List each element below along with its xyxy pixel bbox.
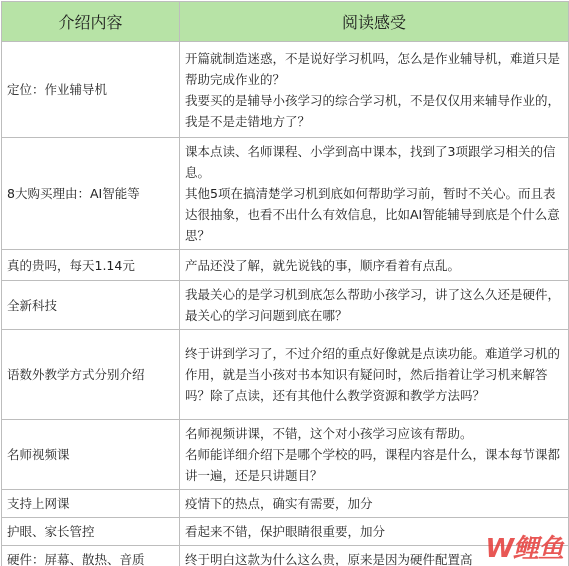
header-impression: 阅读感受 bbox=[180, 2, 569, 42]
comment-text: 我最关心的是学习机到底怎么帮助小孩学习，讲了这么久还是硬件，最关心的学习问题到底在哪？ bbox=[185, 287, 561, 323]
topic-text: 护眼、家长管控 bbox=[7, 524, 95, 539]
topic-cell bbox=[2, 250, 180, 281]
table-row bbox=[2, 138, 569, 250]
watermark bbox=[485, 528, 563, 565]
table-row bbox=[2, 490, 569, 518]
topic-text: 语数外教学方式分别介绍 bbox=[7, 367, 145, 382]
comment-cell bbox=[180, 420, 569, 490]
comment-cell bbox=[180, 281, 569, 330]
table-row bbox=[2, 250, 569, 281]
comment-text: 课本点读、名师课程、小学到高中课本，找到了3项跟学习相关的信息。 bbox=[185, 144, 556, 180]
comment-cell bbox=[180, 330, 569, 420]
comment-text: 我要买的是辅导小孩学习的综合学习机，不是仅仅用来辅导作业的，我是不是走错地方了？ bbox=[185, 92, 561, 129]
comment-text: 疫情下的热点，确实有需要，加分 bbox=[185, 496, 373, 511]
topic-text: 支持上网课 bbox=[7, 496, 70, 511]
comment-cell bbox=[180, 250, 569, 281]
header-topic: 介绍内容 bbox=[2, 2, 180, 42]
comment-cell bbox=[180, 138, 569, 250]
topic-text: 全新科技 bbox=[7, 297, 58, 313]
comment-text: 终于讲到学习了，不过介绍的重点好像就是点读功能。难道学习机的作用，就是当小孩对书本知识有疑问时，然后指着让学习机来解答吗？除了点读，还有其他什么教学资源和教学方法吗？ bbox=[185, 346, 561, 403]
topic-cell bbox=[2, 42, 180, 138]
topic-text: 真的贵吗，每天1.14元 bbox=[7, 257, 135, 273]
comment-text: 终于明白这款为什么这么贵，原来是因为硬件配置高 bbox=[185, 552, 473, 566]
topic-cell bbox=[2, 281, 180, 330]
table-row bbox=[2, 420, 569, 490]
comment-text: 产品还没了解，就先说钱的事，顺序看着有点乱。 bbox=[185, 257, 461, 273]
comment-text: 开篇就制造迷惑，不是说好学习机吗，怎么是作业辅导机，难道只是帮助完成作业的？ bbox=[185, 50, 561, 87]
table-row bbox=[2, 546, 569, 566]
topic-text: 硬件：屏幕、散热、音质 bbox=[7, 552, 145, 566]
comment-cell bbox=[180, 490, 569, 518]
watermark-text: W鲤鱼 bbox=[485, 534, 563, 564]
comment-text: 看起来不错，保护眼睛很重要，加分 bbox=[185, 524, 386, 539]
comment-cell bbox=[180, 42, 569, 138]
topic-text: 8大购买理由：AI智能等 bbox=[7, 186, 140, 201]
table-row bbox=[2, 42, 569, 138]
topic-cell bbox=[2, 138, 180, 250]
table-body bbox=[2, 42, 569, 566]
table-row bbox=[2, 518, 569, 546]
topic-cell bbox=[2, 518, 180, 546]
topic-cell bbox=[2, 420, 180, 490]
table-row bbox=[2, 281, 569, 330]
table-row bbox=[2, 330, 569, 420]
topic-cell bbox=[2, 546, 180, 566]
review-table bbox=[1, 1, 569, 566]
topic-cell bbox=[2, 490, 180, 518]
page bbox=[0, 1, 569, 566]
comment-text: 名师能详细介绍下是哪个学校的吗，课程内容是什么，课本每节课都讲一遍，还是只讲题目？ bbox=[185, 447, 561, 483]
header-row bbox=[2, 2, 569, 42]
comment-text: 名师视频讲课，不错，这个对小孩学习应该有帮助。 bbox=[185, 426, 473, 441]
topic-cell bbox=[2, 330, 180, 420]
comment-text: 其他5项在搞清楚学习机到底如何帮助学习前，暂时不关心。而且表达很抽象，也看不出什么有效信息，比如AI智能辅导到底是个什么意思？ bbox=[185, 186, 560, 243]
topic-text: 名师视频课 bbox=[7, 447, 70, 462]
topic-text: 定位：作业辅导机 bbox=[7, 82, 108, 97]
